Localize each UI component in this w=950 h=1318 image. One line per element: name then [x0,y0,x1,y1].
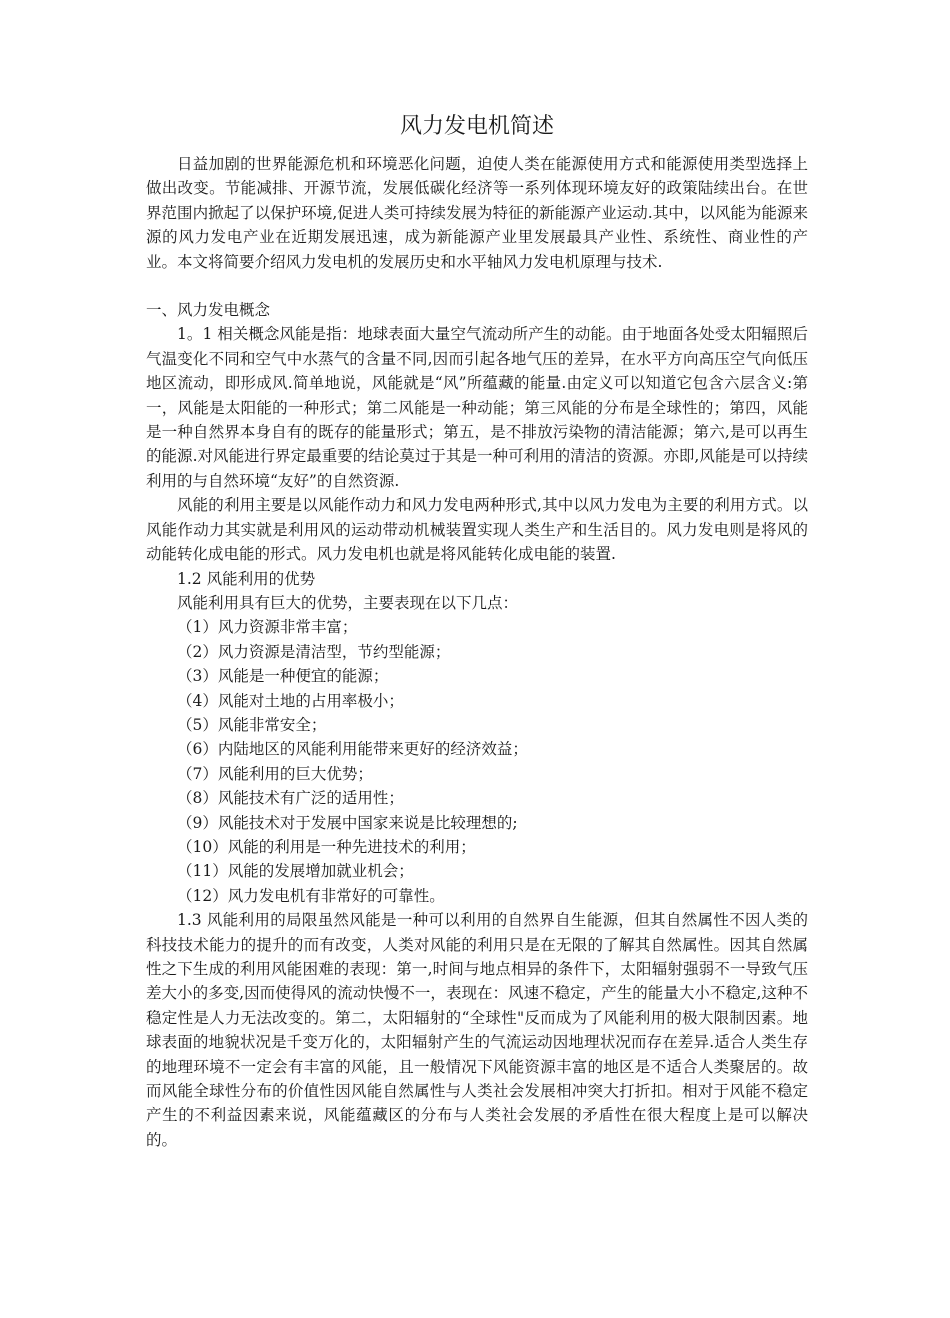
list-item: （9）风能技术对于发展中国家来说是比较理想的; [177,813,518,832]
concept-paragraph: 1。1 相关概念风能是指：地球表面大量空气流动所产生的动能。由于地面各处受太阳辐照后气温变化不同和空气中水蒸气的含量不同,因而引起各地气压的差异，在水平方向高压空气向低压地区流动，即形成风.简单地说，风能就是“风”所蕴藏的能量.由定义可以知道它包含六层含义:第一，风能是太阳能的一种形式；第二风能是一种动能；第三风能的分布是全球性的；第四，风能是一种自然界本身自有的既存的能量形式；第五，是不排放污染物的清洁能源；第六,是可以再生的能源.对风能进行界定最重要的结论莫过于其是一种可利用的清洁的资源。亦即,风能是可以持续利用的与自然环境“友好”的自然资源. [146,325,808,490]
usage-paragraph: 风能的利用主要是以风能作动力和风力发电两种形式,其中以风力发电为主要的利用方式。以风能作动力其实就是利用风的运动带动机械装置实现人类生产和生活目的。风力发电则是将风的动能转化成电能的形式。风力发电机也就是将风能转化成电能的装置. [146,496,808,564]
list-item: （11）风能的发展增加就业机会； [177,862,414,881]
list-item: （3）风能是一种便宜的能源； [177,667,389,686]
list-item: （5）风能非常安全； [177,715,327,734]
list-item: （8）风能技术有广泛的适用性； [177,789,404,808]
document-page [146,112,808,1152]
document-title: 风力发电机简述 [399,114,554,139]
subheading-advantages: 1.2 风能利用的优势 [177,569,316,588]
list-item: （1）风力资源非常丰富； [177,618,358,637]
list-item: （12）风力发电机有非常好的可靠性。 [177,886,445,905]
list-item: （10）风能的利用是一种先进技术的利用； [177,837,476,856]
intro-paragraph: 日益加剧的世界能源危机和环境恶化问题，迫使人类在能源使用方式和能源使用类型选择上做出改变。节能减排、开源节流，发展低碳化经济等一系列体现环境友好的政策陆续出台。在世界范围内掀起了以保护环境,促进人类可持续发展为特征的新能源产业运动.其中，以风能为能源来源的风力发电产业在近期发展迅速，成为新能源产业里发展最具产业性、系统性、商业性的产业。本文将简要介绍风力发电机的发展历史和水平轴风力发电机原理与技术. [146,155,808,271]
list-item: （7）风能利用的巨大优势； [177,764,373,783]
list-item: （6）内陆地区的风能利用能带来更好的经济效益； [177,740,528,759]
list-item: （2）风力资源是清洁型，节约型能源； [177,642,451,661]
advantages-intro: 风能利用具有巨大的优势，主要表现在以下几点： [177,593,519,612]
section-heading: 一、风力发电概念 [146,301,271,320]
limitations-paragraph: 1.3 风能利用的局限虽然风能是一种可以利用的自然界自生能源，但其自然属性不因人类的科技技术能力的提升的而有改变，人类对风能的利用只是在无限的了解其自然属性。因其自然属性之下生成的利用风能困难的表现：第一,时间与地点相异的条件下，太阳辐射强弱不一导致气压差大小的多变,因而使得风的流动快慢不一，表现在：风速不稳定，产生的能量大小不稳定,这种不稳定性是人力无法改变的。第二，太阳辐射的“全球性"反而成为了风能利用的极大限制因素。地球表面的地貌状况是千变万化的，太阳辐射产生的气流运动因地理状况而存在差异.适合人类生存的地理环境不一定会有丰富的风能，且一般情况下风能资源丰富的地区是不适合人类聚居的。故而风能全球性分布的价值性因风能自然属性与人类社会发展相冲突大打折扣。相对于风能不稳定产生的不利益因素来说，风能蕴藏区的分布与人类社会发展的矛盾性在很大程度上是可以解决的。 [146,911,808,1149]
list-item: （4）风能对土地的占用率极小； [177,691,404,710]
advantages-list [146,615,808,908]
